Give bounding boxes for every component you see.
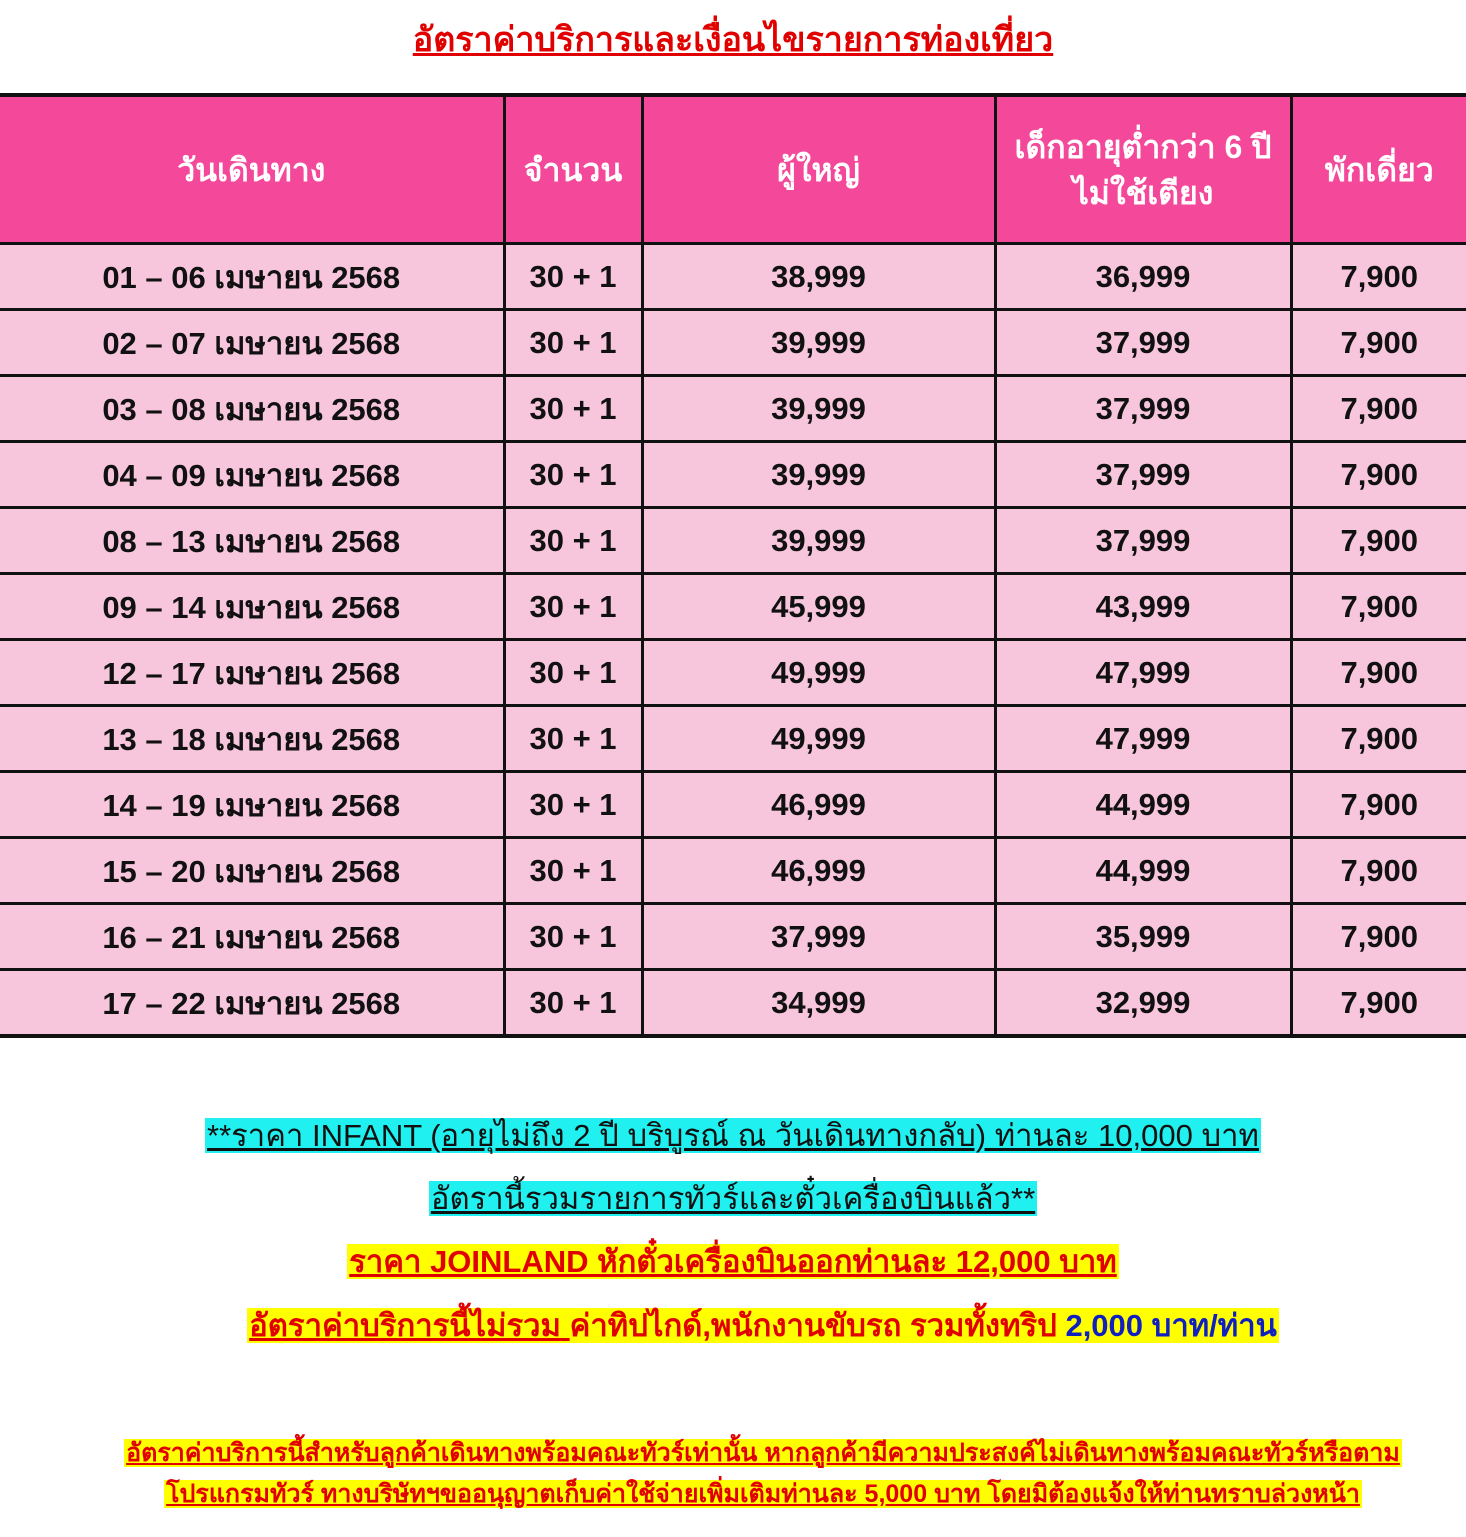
group-note-line1 — [0, 1433, 1466, 1473]
cell-child: 37,999 — [995, 310, 1291, 376]
cell-seats: 30 + 1 — [504, 838, 642, 904]
group-note-line2 — [0, 1474, 1466, 1514]
cell-single: 7,900 — [1291, 244, 1466, 310]
cell-single: 7,900 — [1291, 574, 1466, 640]
cell-adult: 45,999 — [642, 574, 995, 640]
price-table — [0, 93, 1466, 1038]
tip-note-line — [0, 1300, 1466, 1350]
cell-single: 7,900 — [1291, 640, 1466, 706]
table-row — [0, 970, 1466, 1037]
cell-seats: 30 + 1 — [504, 442, 642, 508]
table-row — [0, 838, 1466, 904]
cell-adult: 37,999 — [642, 904, 995, 970]
table-row — [0, 772, 1466, 838]
cell-adult: 49,999 — [642, 706, 995, 772]
tip-prefix: อัตราค่าบริการนี้ไม่รวม — [249, 1308, 570, 1343]
page-title: อัตราค่าบริการและเงื่อนไขรายการท่องเที่ยว — [412, 21, 1054, 59]
cell-adult: 46,999 — [642, 838, 995, 904]
cell-child: 47,999 — [995, 706, 1291, 772]
table-row — [0, 706, 1466, 772]
cell-single: 7,900 — [1291, 838, 1466, 904]
cell-date: 13 – 18 เมษายน 2568 — [0, 706, 504, 772]
table-row — [0, 244, 1466, 310]
group-note-1: อัตราค่าบริการนี้สำหรับลูกค้าเดินทางพร้อมคณะทัวร์เท่านั้น หากลูกค้ามีความประสงค์ไม่เดินทางพร้อมคณะทัวร์หรือตาม — [126, 1439, 1400, 1467]
table-row — [0, 904, 1466, 970]
cell-seats: 30 + 1 — [504, 904, 642, 970]
cell-date: 12 – 17 เมษายน 2568 — [0, 640, 504, 706]
table-header-row — [0, 95, 1466, 244]
cell-single: 7,900 — [1291, 442, 1466, 508]
cell-child: 37,999 — [995, 442, 1291, 508]
header-seats: จำนวน — [504, 95, 642, 244]
header-adult: ผู้ใหญ่ — [642, 95, 995, 244]
cell-child: 37,999 — [995, 508, 1291, 574]
table-row — [0, 310, 1466, 376]
cell-date: 08 – 13 เมษายน 2568 — [0, 508, 504, 574]
joinland-note: ราคา JOINLAND หักตั๋วเครื่องบินออกท่านละ 12,000 บาท — [349, 1244, 1117, 1279]
header-child-line1: เด็กอายุต่ำกว่า 6 ปี — [1014, 128, 1272, 165]
cell-child: 44,999 — [995, 772, 1291, 838]
cell-adult: 39,999 — [642, 376, 995, 442]
cell-adult: 39,999 — [642, 310, 995, 376]
cell-date: 04 – 09 เมษายน 2568 — [0, 442, 504, 508]
includes-note-line — [0, 1173, 1466, 1223]
group-note-2: โปรแกรมทัวร์ ทางบริษัทฯขออนุญาตเก็บค่าใช้จ่ายเพิ่มเติมท่านละ 5,000 บาท โดยมิต้องแจ้งให้ท่านทราบล่วงหน้า — [166, 1480, 1360, 1508]
cell-adult: 39,999 — [642, 442, 995, 508]
infant-note: **ราคา INFANT (อายุไม่ถึง 2 ปี บริบูรณ์ ณ วันเดินทางกลับ) ท่านละ 10,000 บาท — [207, 1118, 1259, 1153]
cell-single: 7,900 — [1291, 772, 1466, 838]
cell-seats: 30 + 1 — [504, 310, 642, 376]
cell-child: 47,999 — [995, 640, 1291, 706]
cell-seats: 30 + 1 — [504, 376, 642, 442]
cell-adult: 49,999 — [642, 640, 995, 706]
cell-date: 09 – 14 เมษายน 2568 — [0, 574, 504, 640]
cell-single: 7,900 — [1291, 508, 1466, 574]
cell-date: 15 – 20 เมษายน 2568 — [0, 838, 504, 904]
includes-note: อัตรานี้รวมรายการทัวร์และตั๋วเครื่องบินแล้ว** — [430, 1181, 1036, 1216]
table-row — [0, 574, 1466, 640]
cell-seats: 30 + 1 — [504, 706, 642, 772]
cell-child: 32,999 — [995, 970, 1291, 1037]
table-row — [0, 640, 1466, 706]
cell-single: 7,900 — [1291, 706, 1466, 772]
table-row — [0, 508, 1466, 574]
header-child — [995, 95, 1291, 244]
cell-single: 7,900 — [1291, 376, 1466, 442]
cell-child: 44,999 — [995, 838, 1291, 904]
cell-single: 7,900 — [1291, 970, 1466, 1037]
cell-date: 03 – 08 เมษายน 2568 — [0, 376, 504, 442]
cell-seats: 30 + 1 — [504, 772, 642, 838]
cell-child: 43,999 — [995, 574, 1291, 640]
tip-amount: 2,000 บาท/ท่าน — [1065, 1308, 1277, 1343]
cell-date: 16 – 21 เมษายน 2568 — [0, 904, 504, 970]
header-single: พักเดี่ยว — [1291, 95, 1466, 244]
cell-child: 35,999 — [995, 904, 1291, 970]
cell-seats: 30 + 1 — [504, 970, 642, 1037]
tip-middle: ค่าทิปไกด์,พนักงานขับรถ รวมทั้งทริป — [569, 1308, 1066, 1343]
infant-note-line — [0, 1110, 1466, 1160]
header-child-line2: ไม่ใช้เตียง — [1072, 174, 1214, 211]
cell-single: 7,900 — [1291, 904, 1466, 970]
joinland-note-line — [0, 1236, 1466, 1286]
cell-adult: 46,999 — [642, 772, 995, 838]
table-row — [0, 376, 1466, 442]
cell-child: 37,999 — [995, 376, 1291, 442]
cell-seats: 30 + 1 — [504, 508, 642, 574]
cell-seats: 30 + 1 — [504, 244, 642, 310]
cell-date: 01 – 06 เมษายน 2568 — [0, 244, 504, 310]
tip-note — [247, 1308, 1279, 1343]
cell-single: 7,900 — [1291, 310, 1466, 376]
cell-date: 17 – 22 เมษายน 2568 — [0, 970, 504, 1037]
cell-adult: 34,999 — [642, 970, 995, 1037]
cell-date: 02 – 07 เมษายน 2568 — [0, 310, 504, 376]
cell-seats: 30 + 1 — [504, 574, 642, 640]
cell-seats: 30 + 1 — [504, 640, 642, 706]
cell-adult: 38,999 — [642, 244, 995, 310]
cell-date: 14 – 19 เมษายน 2568 — [0, 772, 504, 838]
cell-adult: 39,999 — [642, 508, 995, 574]
table-row — [0, 442, 1466, 508]
cell-child: 36,999 — [995, 244, 1291, 310]
header-date: วันเดินทาง — [0, 95, 504, 244]
